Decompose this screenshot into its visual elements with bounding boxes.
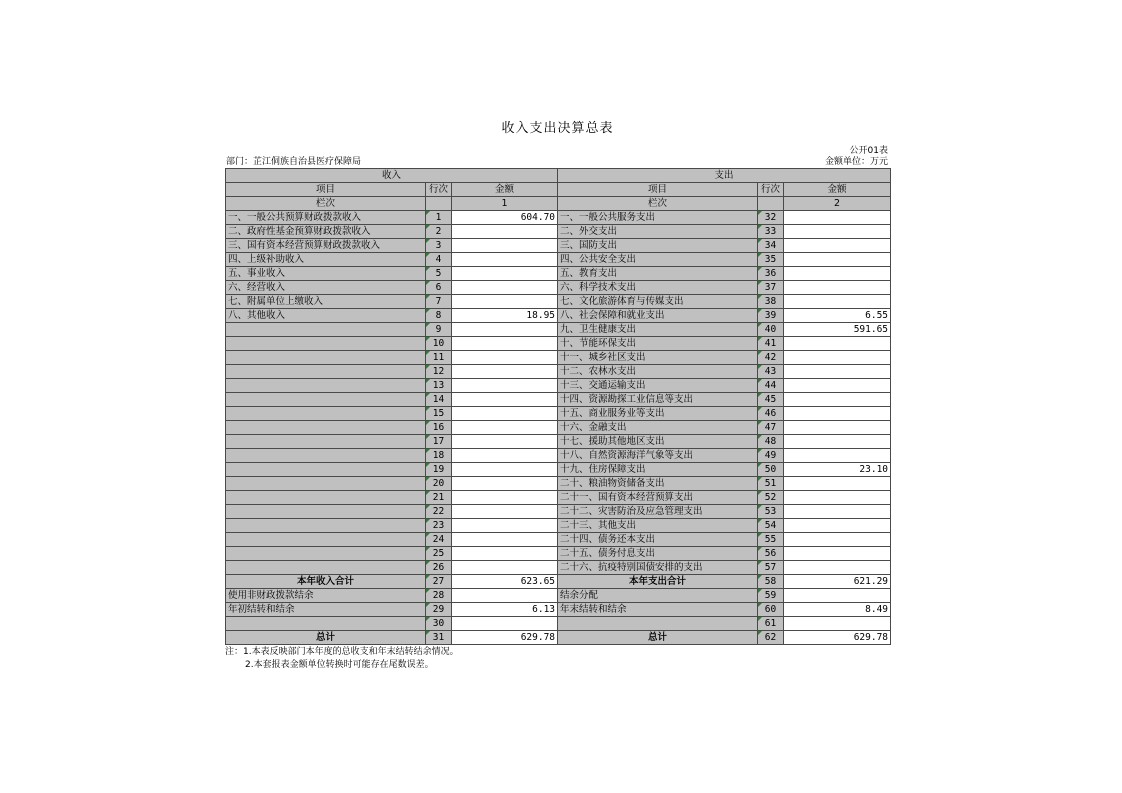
income-amount-cell [452,491,558,505]
income-col-number: 1 [452,197,558,211]
expense-line-number: 41 [758,337,784,351]
expense-item-cell: 年末结转和结余 [558,603,758,617]
table-row [226,477,891,491]
expense-line-number: 46 [758,407,784,421]
expense-item-cell: 三、国防支出 [558,239,758,253]
expense-line-number: 32 [758,211,784,225]
total-row [226,575,891,589]
income-amount-cell: 623.65 [452,575,558,589]
expense-item-cell: 本年支出合计 [558,575,758,589]
income-line-number: 22 [426,505,452,519]
expense-amount-cell [784,477,891,491]
form-number: 公开01表 [849,146,888,156]
income-line-number: 10 [426,337,452,351]
income-line-number: 5 [426,267,452,281]
income-line-number: 14 [426,393,452,407]
income-line-number: 24 [426,533,452,547]
income-item-cell [226,477,426,491]
expense-line-number: 42 [758,351,784,365]
table-row [226,365,891,379]
expense-amount-cell: 8.49 [784,603,891,617]
expense-amount-cell [784,435,891,449]
table-row [226,239,891,253]
income-amount-cell: 18.95 [452,309,558,323]
expense-item-cell: 十四、资源勘探工业信息等支出 [558,393,758,407]
expense-amount-cell [784,365,891,379]
expense-item-cell: 七、文化旅游体育与传媒支出 [558,295,758,309]
income-amount-cell [452,477,558,491]
department-label: 部门：芷江侗族自治县医疗保障局 [226,157,362,167]
income-amount-header: 金额 [452,183,558,197]
income-line-number: 7 [426,295,452,309]
income-item-cell [226,547,426,561]
income-line-number: 9 [426,323,452,337]
column-header-row [226,183,891,197]
income-amount-cell [452,323,558,337]
table-row [226,617,891,631]
income-amount-cell [452,519,558,533]
expense-item-cell: 十七、援助其他地区支出 [558,435,758,449]
expense-amount-cell [784,281,891,295]
income-line-number: 30 [426,617,452,631]
table-row [226,281,891,295]
income-item-cell: 使用非财政拨款结余 [226,589,426,603]
report-title: 收入支出决算总表 [501,121,614,136]
expense-amount-cell [784,491,891,505]
column-index-row [226,197,891,211]
expense-amount-cell [784,211,891,225]
income-amount-cell [452,281,558,295]
expense-item-cell: 二、外交支出 [558,225,758,239]
income-item-cell [226,421,426,435]
income-item-cell [226,379,426,393]
expense-item-cell: 二十五、债务付息支出 [558,547,758,561]
expense-line-number: 54 [758,519,784,533]
table-row [226,561,891,575]
income-item-cell [226,323,426,337]
income-line-number: 15 [426,407,452,421]
income-item-cell: 五、事业收入 [226,267,426,281]
expense-amount-cell [784,617,891,631]
expense-item-cell: 九、卫生健康支出 [558,323,758,337]
expense-item-cell: 十五、商业服务业等支出 [558,407,758,421]
expense-amount-cell: 6.55 [784,309,891,323]
income-item-header: 项目 [226,183,426,197]
income-item-cell: 六、经营收入 [226,281,426,295]
income-item-cell: 八、其他收入 [226,309,426,323]
expense-amount-cell [784,295,891,309]
income-amount-cell [452,505,558,519]
income-amount-cell: 604.70 [452,211,558,225]
table-row [226,337,891,351]
expense-line-number: 56 [758,547,784,561]
expense-line-number: 50 [758,463,784,477]
income-amount-cell [452,561,558,575]
income-line-number: 31 [426,631,452,645]
income-section-header: 收入 [226,169,558,183]
income-amount-cell [452,295,558,309]
income-item-cell [226,561,426,575]
income-item-cell: 总计 [226,631,426,645]
table-row [226,267,891,281]
income-line-number: 8 [426,309,452,323]
income-amount-cell [452,435,558,449]
expense-item-cell: 二十二、灾害防治及应急管理支出 [558,505,758,519]
table-row [226,407,891,421]
income-amount-cell [452,617,558,631]
expense-line-number: 49 [758,449,784,463]
expense-amount-cell [784,561,891,575]
table-row [226,547,891,561]
expense-line-number: 48 [758,435,784,449]
income-line-number: 20 [426,477,452,491]
expense-item-cell: 二十、粮油物资储备支出 [558,477,758,491]
income-item-cell [226,505,426,519]
expense-line-number: 53 [758,505,784,519]
expense-item-cell: 总计 [558,631,758,645]
expense-item-cell: 一、一般公共服务支出 [558,211,758,225]
expense-amount-cell [784,407,891,421]
amount-unit: 金额单位：万元 [824,157,888,167]
expense-line-number: 62 [758,631,784,645]
income-line-number: 3 [426,239,452,253]
expense-line-number: 33 [758,225,784,239]
income-amount-cell [452,547,558,561]
income-line-number: 18 [426,449,452,463]
income-line-number: 4 [426,253,452,267]
table-row [226,519,891,533]
income-item-cell [226,393,426,407]
expense-amount-cell [784,547,891,561]
note-2: 2.本套报表金额单位转换时可能存在尾数误差。 [245,660,434,670]
expense-item-cell: 四、公共安全支出 [558,253,758,267]
income-amount-cell [452,253,558,267]
expense-line-number: 47 [758,421,784,435]
table-row [226,603,891,617]
expense-item-cell: 二十四、债务还本支出 [558,533,758,547]
income-amount-cell [452,239,558,253]
income-item-cell [226,491,426,505]
income-item-cell: 年初结转和结余 [226,603,426,617]
expense-item-cell: 二十一、国有资本经营预算支出 [558,491,758,505]
expense-amount-cell [784,533,891,547]
table-row [226,589,891,603]
table-row [226,295,891,309]
notes [225,645,890,672]
table-row [226,253,891,267]
income-line-number: 6 [426,281,452,295]
income-amount-cell [452,407,558,421]
expense-line-number: 55 [758,533,784,547]
expense-line-number: 61 [758,617,784,631]
income-amount-cell: 629.78 [452,631,558,645]
table-row [226,309,891,323]
expense-line-number: 45 [758,393,784,407]
section-header-row [226,169,891,183]
expense-amount-cell [784,379,891,393]
income-expense-table [225,168,891,645]
income-item-cell: 七、附属单位上缴收入 [226,295,426,309]
income-line-number: 26 [426,561,452,575]
income-item-cell [226,463,426,477]
expense-amount-cell [784,393,891,407]
income-item-cell [226,407,426,421]
table-row [226,449,891,463]
report-meta [225,140,890,168]
expense-amount-cell [784,351,891,365]
income-line-number: 1 [426,211,452,225]
expense-line-number: 52 [758,491,784,505]
income-item-cell [226,519,426,533]
income-line-number: 28 [426,589,452,603]
income-amount-cell: 6.13 [452,603,558,617]
income-line-number: 17 [426,435,452,449]
total-row [226,631,891,645]
income-line-number: 19 [426,463,452,477]
expense-amount-cell [784,421,891,435]
income-item-cell: 本年收入合计 [226,575,426,589]
expense-line-number: 59 [758,589,784,603]
expense-amount-cell: 629.78 [784,631,891,645]
income-line-number: 21 [426,491,452,505]
expense-col-number: 2 [784,197,891,211]
table-row [226,351,891,365]
income-item-cell [226,533,426,547]
table-row [226,379,891,393]
income-col-label: 栏次 [226,197,426,211]
income-col-blank [426,197,452,211]
expense-amount-cell [784,449,891,463]
expense-item-cell: 八、社会保障和就业支出 [558,309,758,323]
income-item-cell: 四、上级补助收入 [226,253,426,267]
expense-amount-cell [784,505,891,519]
expense-amount-cell [784,225,891,239]
income-amount-cell [452,225,558,239]
expense-item-cell: 二十三、其他支出 [558,519,758,533]
expense-amount-header: 金额 [784,183,891,197]
income-line-number: 23 [426,519,452,533]
expense-line-number: 58 [758,575,784,589]
expense-item-cell: 十九、住房保障支出 [558,463,758,477]
expense-section-header: 支出 [558,169,891,183]
expense-item-cell: 二十六、抗疫特别国债安排的支出 [558,561,758,575]
table-row [226,463,891,477]
income-line-header: 行次 [426,183,452,197]
income-item-cell [226,351,426,365]
expense-amount-cell [784,267,891,281]
expense-item-cell: 十三、交通运输支出 [558,379,758,393]
table-row [226,211,891,225]
income-amount-cell [452,463,558,477]
income-amount-cell [452,337,558,351]
expense-line-number: 51 [758,477,784,491]
income-line-number: 12 [426,365,452,379]
table-row [226,421,891,435]
expense-item-cell: 十六、金融支出 [558,421,758,435]
expense-line-number: 35 [758,253,784,267]
note-1: 注：1.本表反映部门本年度的总收支和年末结转结余情况。 [225,647,459,657]
table-row [226,435,891,449]
income-line-number: 13 [426,379,452,393]
income-line-number: 16 [426,421,452,435]
income-amount-cell [452,393,558,407]
income-item-cell: 二、政府性基金预算财政拨款收入 [226,225,426,239]
table-row [226,225,891,239]
expense-line-number: 38 [758,295,784,309]
expense-amount-cell [784,253,891,267]
table-row [226,505,891,519]
expense-item-header: 项目 [558,183,758,197]
expense-amount-cell [784,589,891,603]
expense-item-cell [558,617,758,631]
income-item-cell [226,617,426,631]
expense-item-cell: 结余分配 [558,589,758,603]
income-line-number: 2 [426,225,452,239]
income-amount-cell [452,589,558,603]
expense-line-header: 行次 [758,183,784,197]
expense-amount-cell [784,519,891,533]
income-line-number: 27 [426,575,452,589]
expense-item-cell: 十八、自然资源海洋气象等支出 [558,449,758,463]
income-amount-cell [452,379,558,393]
expense-line-number: 40 [758,323,784,337]
expense-amount-cell: 621.29 [784,575,891,589]
income-line-number: 11 [426,351,452,365]
expense-amount-cell: 591.65 [784,323,891,337]
expense-item-cell: 十、节能环保支出 [558,337,758,351]
income-amount-cell [452,267,558,281]
expense-amount-cell: 23.10 [784,463,891,477]
expense-line-number: 44 [758,379,784,393]
income-amount-cell [452,533,558,547]
income-amount-cell [452,351,558,365]
table-row [226,491,891,505]
expense-item-cell: 十一、城乡社区支出 [558,351,758,365]
income-item-cell [226,435,426,449]
expense-line-number: 43 [758,365,784,379]
income-amount-cell [452,365,558,379]
expense-col-label: 栏次 [558,197,758,211]
expense-item-cell: 六、科学技术支出 [558,281,758,295]
expense-item-cell: 五、教育支出 [558,267,758,281]
expense-amount-cell [784,239,891,253]
expense-line-number: 39 [758,309,784,323]
income-item-cell: 三、国有资本经营预算财政拨款收入 [226,239,426,253]
report-sheet [225,118,890,672]
income-item-cell [226,365,426,379]
income-item-cell [226,449,426,463]
income-amount-cell [452,449,558,463]
expense-col-blank [758,197,784,211]
expense-line-number: 57 [758,561,784,575]
expense-line-number: 37 [758,281,784,295]
table-row [226,533,891,547]
income-item-cell: 一、一般公共预算财政拨款收入 [226,211,426,225]
expense-amount-cell [784,337,891,351]
expense-line-number: 34 [758,239,784,253]
expense-item-cell: 十二、农林水支出 [558,365,758,379]
expense-line-number: 36 [758,267,784,281]
table-row [226,323,891,337]
expense-line-number: 60 [758,603,784,617]
table-row [226,393,891,407]
income-line-number: 29 [426,603,452,617]
income-item-cell [226,337,426,351]
income-amount-cell [452,421,558,435]
income-line-number: 25 [426,547,452,561]
